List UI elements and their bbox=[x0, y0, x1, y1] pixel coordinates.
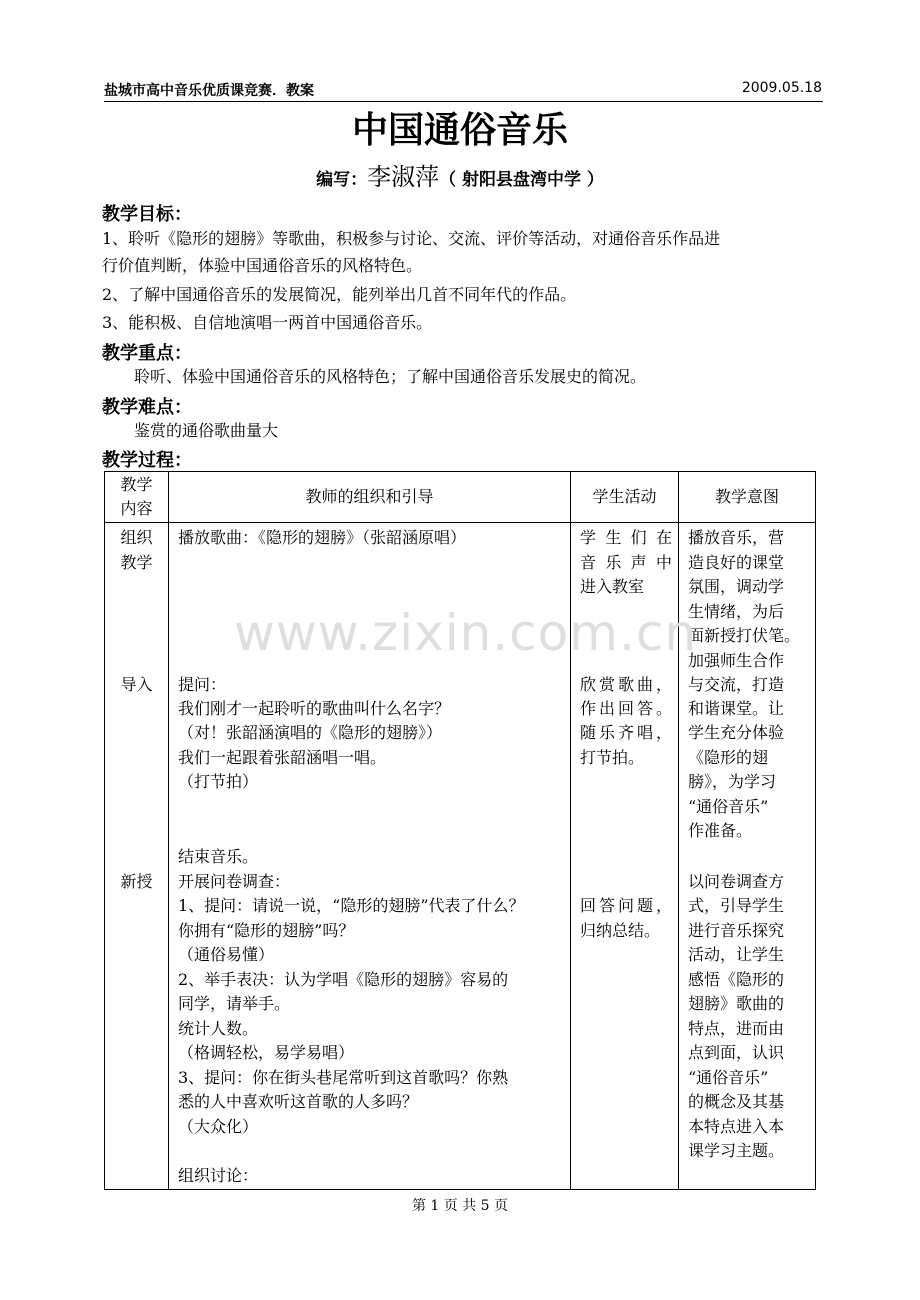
key-points-heading: 教学重点： bbox=[102, 343, 192, 364]
page-title: 中国通俗音乐 bbox=[351, 110, 568, 151]
intent-line: 课学习主题。 bbox=[688, 1141, 785, 1160]
intent-line: 与交流，打造 bbox=[688, 675, 785, 694]
intent-line: 感悟《隐形的 bbox=[688, 970, 785, 989]
student-line: 作出回答。 bbox=[580, 699, 672, 718]
intent-line: 播放音乐，营 bbox=[688, 528, 785, 547]
teacher-line: 播放歌曲：《隐形的翅膀》（张韶涵原唱） bbox=[178, 528, 467, 547]
author-name: 李淑萍 bbox=[367, 163, 440, 191]
header-date: 2009.05.18 bbox=[741, 80, 822, 96]
student-line: 随乐齐唱， bbox=[580, 723, 672, 742]
student-line: 学生们在 bbox=[580, 528, 672, 547]
author-line bbox=[0, 157, 920, 192]
student-line: 欣赏歌曲， bbox=[580, 675, 672, 694]
student-line: 归纳总结。 bbox=[580, 921, 661, 940]
teacher-line: 你拥有“隐形的翅膀”吗？ bbox=[178, 921, 355, 940]
teacher-line: （大众化） bbox=[178, 1117, 259, 1136]
teacher-line: 3、提问：你在街头巷尾常听到这首歌吗？你熟 bbox=[178, 1068, 509, 1087]
page-footer: 第 1 页 共 5 页 bbox=[411, 1198, 509, 1214]
process-table bbox=[104, 471, 816, 1190]
author-prefix: 编写： bbox=[316, 170, 368, 190]
intent-line: “通俗音乐” bbox=[688, 797, 769, 816]
teacher-line: 提问： bbox=[178, 675, 227, 694]
table-header-row bbox=[105, 472, 816, 523]
intent-cell bbox=[679, 523, 816, 1190]
objective-line-3: 2、了解中国通俗音乐的发展简况，能列举出几首不同年代的作品。 bbox=[102, 285, 577, 304]
key-points-text: 聆听、体验中国通俗音乐的风格特色；了解中国通俗音乐发展史的简况。 bbox=[134, 367, 647, 386]
teacher-line: （对！张韶涵演唱的《隐形的翅膀》） bbox=[178, 723, 443, 742]
watermark: www.zixin.com.cn bbox=[234, 604, 698, 662]
teacher-line: （打节拍） bbox=[178, 772, 259, 791]
process-heading: 教学过程： bbox=[102, 450, 192, 471]
intent-line: “通俗音乐” bbox=[688, 1068, 769, 1087]
intent-line: 特点，进而由 bbox=[688, 1019, 785, 1038]
objective-line-4: 3、能积极、自信地演唱一两首中国通俗音乐。 bbox=[102, 313, 433, 332]
intent-line: 作准备。 bbox=[688, 821, 753, 840]
col-header-student: 学生活动 bbox=[571, 472, 679, 523]
teacher-line: 组织讨论： bbox=[178, 1166, 259, 1185]
intent-line: 氛围，调动学 bbox=[688, 577, 785, 596]
teacher-line: 悉的人中喜欢听这首歌的人多吗？ bbox=[178, 1092, 419, 1111]
objective-line-1: 1、聆听《隐形的翅膀》等歌曲，积极参与讨论、交流、评价等活动，对通俗音乐作品进 bbox=[102, 229, 721, 248]
teacher-line: 我们一起跟着张韶涵唱一唱。 bbox=[178, 748, 387, 767]
intent-line: 《隐形的翅 bbox=[688, 748, 769, 767]
intent-line: 加强师生合作 bbox=[688, 651, 785, 670]
teacher-line: （格调轻松，易学易唱） bbox=[178, 1043, 355, 1062]
student-line: 音乐声中 bbox=[580, 553, 672, 572]
intent-line: 本特点进入本 bbox=[688, 1117, 785, 1136]
col-header-teacher: 教师的组织和引导 bbox=[169, 472, 571, 523]
content-cell bbox=[105, 523, 169, 1190]
teacher-line: 2、举手表决：认为学唱《隐形的翅膀》容易的 bbox=[178, 970, 509, 989]
teacher-line: 结束音乐。 bbox=[178, 847, 259, 866]
content-label: 教学 bbox=[120, 553, 153, 572]
student-line: 打节拍。 bbox=[580, 748, 645, 767]
intent-line: 的概念及其基 bbox=[688, 1092, 785, 1111]
intent-line: 进行音乐探究 bbox=[688, 921, 785, 940]
col-header-content: 教学 内容 bbox=[105, 472, 169, 523]
intent-line: 翅膀》歌曲的 bbox=[688, 994, 785, 1013]
teacher-line: 同学，请举手。 bbox=[178, 994, 291, 1013]
teacher-line: （通俗易懂） bbox=[178, 945, 275, 964]
intent-line: 膀》，为学习 bbox=[688, 772, 777, 791]
col-header-intent: 教学意图 bbox=[679, 472, 816, 523]
student-line: 进入教室 bbox=[580, 577, 645, 596]
author-school: （ 射阳县盘湾中学 ） bbox=[439, 170, 604, 190]
teacher-line: 1、提问：请说一说，“隐形的翅膀”代表了什么？ bbox=[178, 896, 525, 915]
objective-line-2: 行价值判断，体验中国通俗音乐的风格特色。 bbox=[102, 256, 423, 275]
intent-line: 生情绪，为后 bbox=[688, 602, 785, 621]
teacher-line: 我们刚才一起聆听的歌曲叫什么名字？ bbox=[178, 699, 451, 718]
intent-line: 点到面，认识 bbox=[688, 1043, 785, 1062]
content-label: 导入 bbox=[120, 675, 153, 694]
content-label: 组织 bbox=[120, 528, 153, 547]
teacher-line: 统计人数。 bbox=[178, 1019, 259, 1038]
difficulties-heading: 教学难点： bbox=[102, 397, 192, 418]
intent-line: 造良好的课堂 bbox=[688, 553, 785, 572]
objectives-heading: 教学目标： bbox=[102, 204, 192, 225]
intent-line: 以问卷调查方 bbox=[688, 872, 785, 891]
header-title: 盐城市高中音乐优质课竞赛．教案 bbox=[104, 83, 314, 99]
intent-line: 面新授打伏笔。 bbox=[688, 626, 801, 645]
intent-line: 学生充分体验 bbox=[688, 723, 785, 742]
student-line: 回答问题， bbox=[580, 896, 672, 915]
intent-line: 式，引导学生 bbox=[688, 896, 785, 915]
difficulties-text: 鉴赏的通俗歌曲量大 bbox=[134, 421, 279, 440]
intent-line: 活动，让学生 bbox=[688, 945, 785, 964]
teacher-line: 开展问卷调查： bbox=[178, 872, 291, 891]
content-label: 新授 bbox=[120, 872, 153, 891]
intent-line: 和谐课堂。让 bbox=[688, 699, 785, 718]
